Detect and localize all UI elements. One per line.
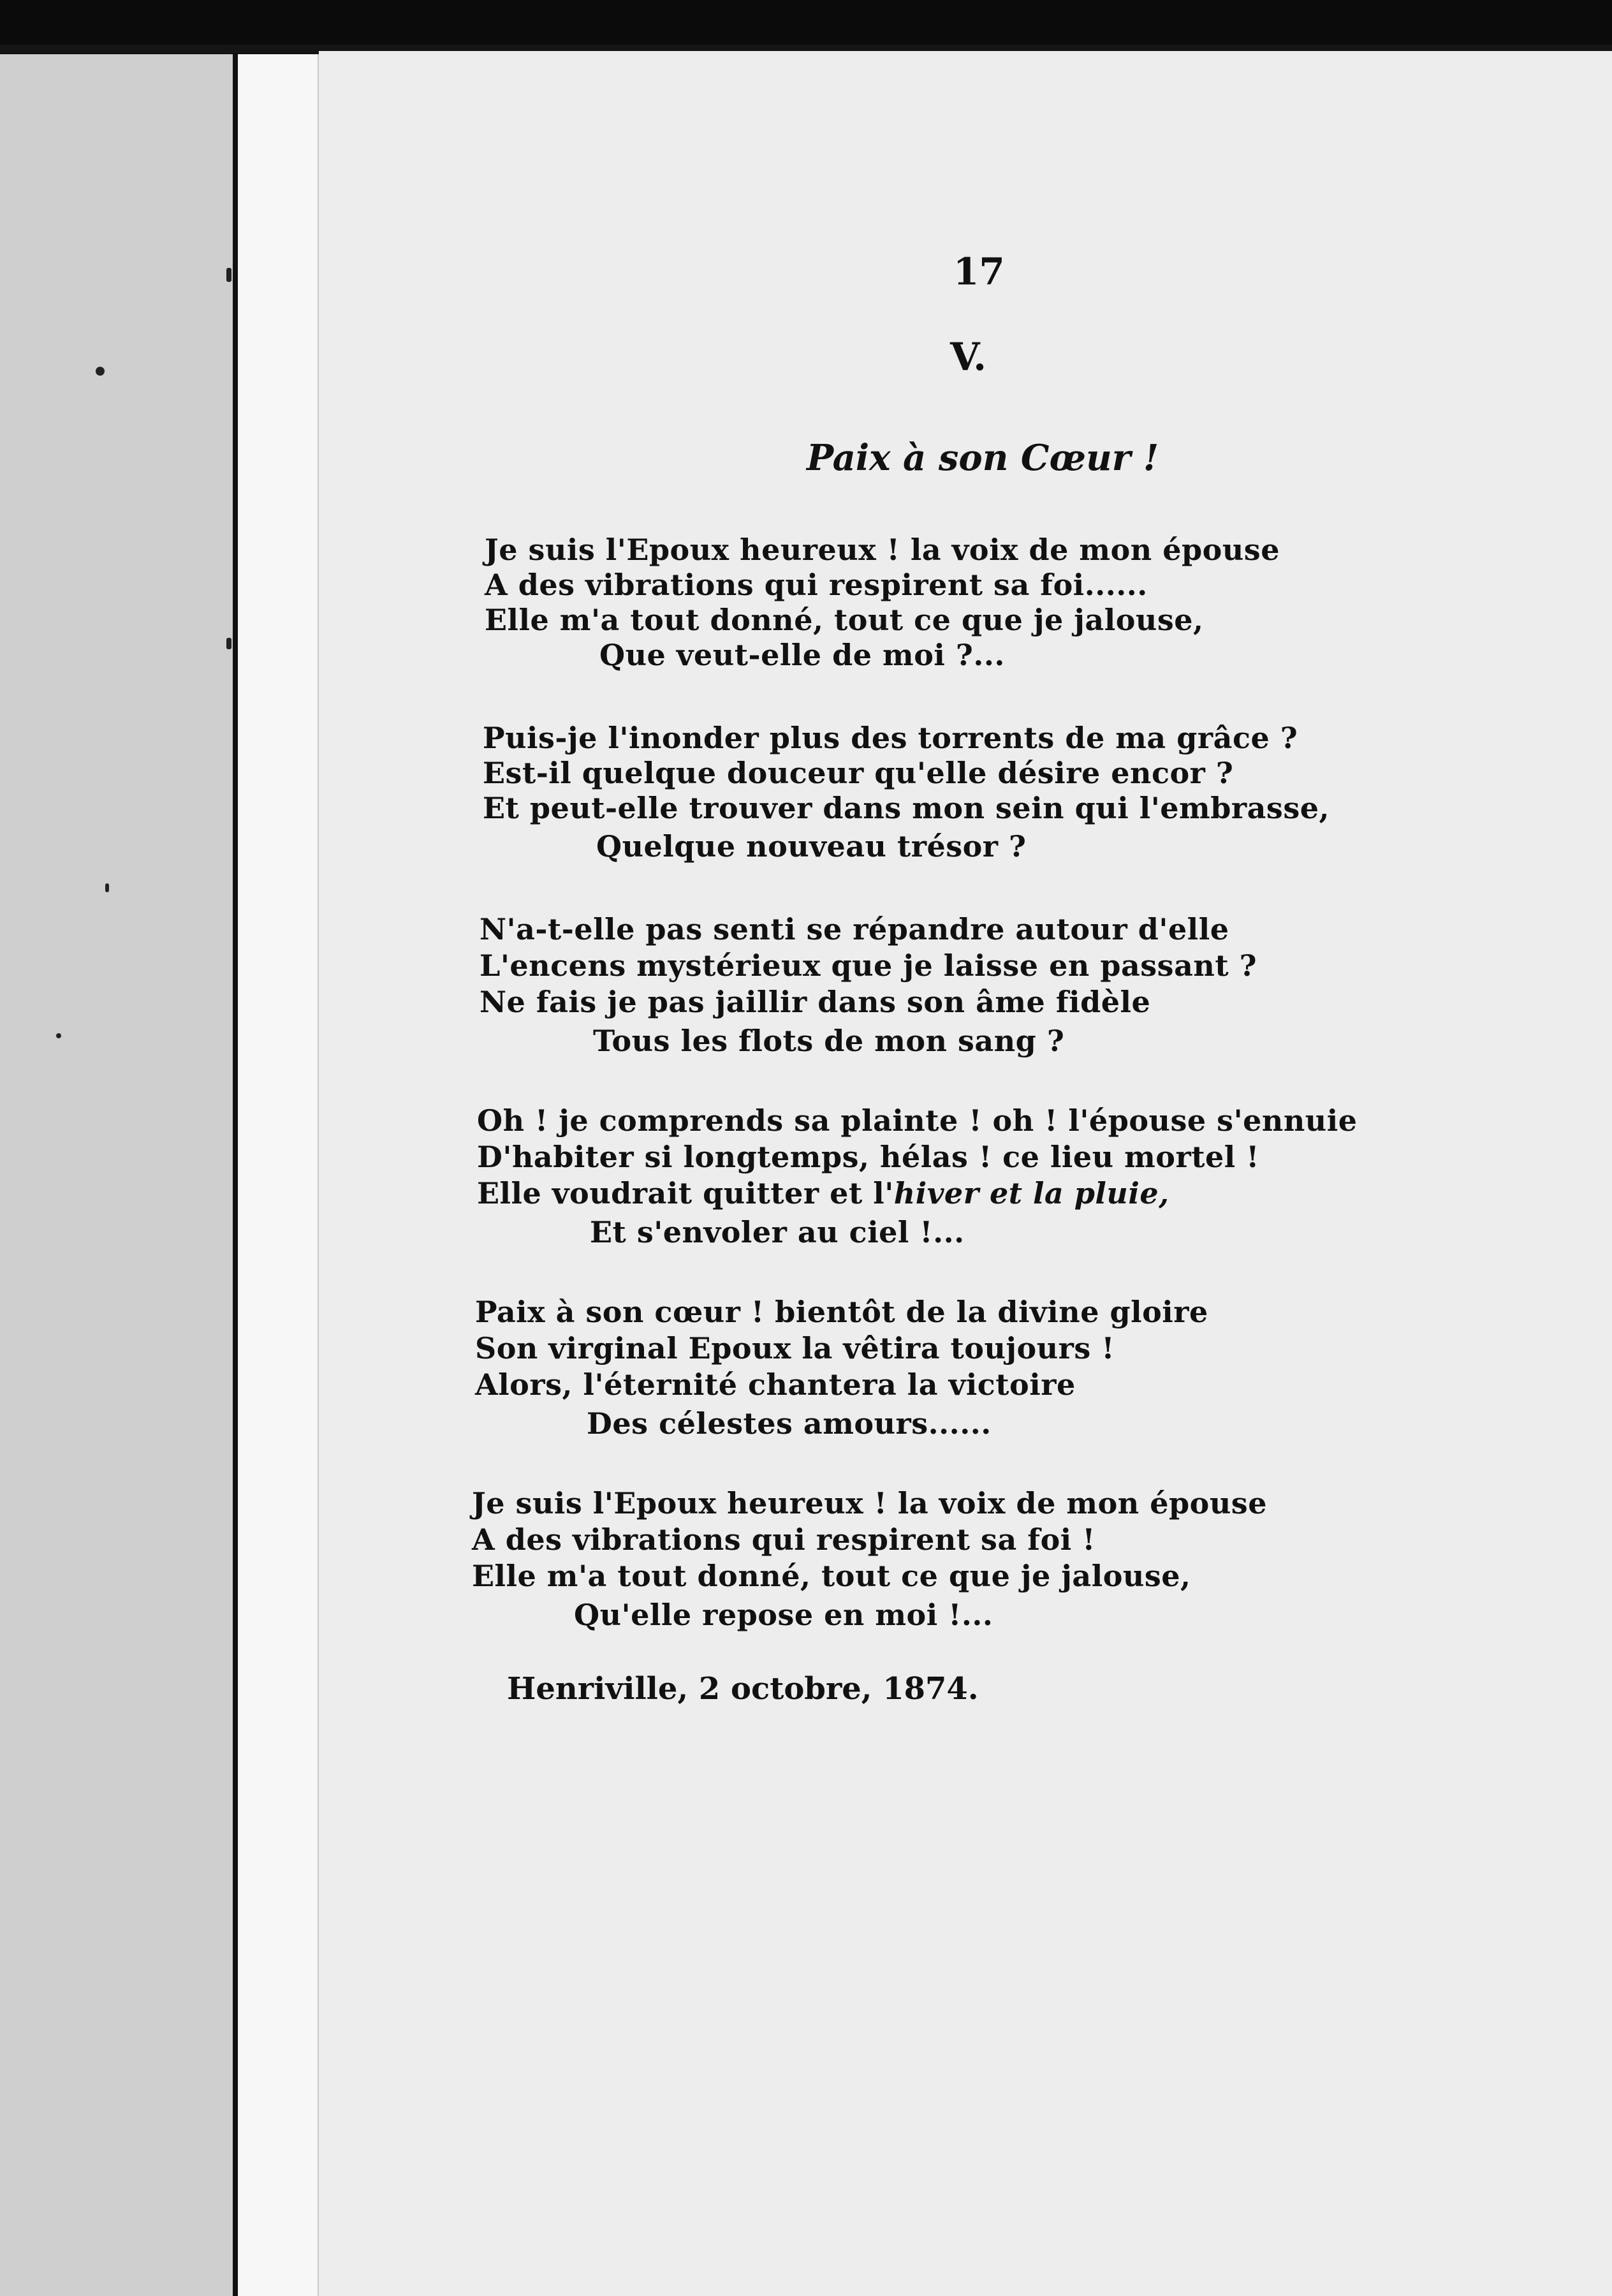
poem-line: Quelque nouveau trésor ? [596, 829, 1027, 864]
binding-gutter [238, 54, 319, 2296]
italic-phrase: hiver et la pluie, [893, 1176, 1169, 1211]
poem-line: Elle m'a tout donné, tout ce que je jalouse, [472, 1559, 1191, 1593]
poem-line: D'habiter si longtemps, hélas ! ce lieu mortel ! [477, 1140, 1259, 1174]
poem-line: Elle m'a tout donné, tout ce que je jalouse, [485, 603, 1204, 637]
scan-speck [56, 1033, 61, 1038]
poem-line: Je suis l'Epoux heureux ! la voix de mon épouse [472, 1486, 1267, 1520]
scan-speck [96, 367, 105, 376]
poem-line: Tous les flots de mon sang ? [593, 1024, 1065, 1058]
poem-line: Que veut-elle de moi ?... [599, 638, 1005, 672]
poem-line: Oh ! je comprends sa plainte ! oh ! l'épouse s'ennuie [477, 1103, 1358, 1138]
poem-line: Paix à son cœur ! bientôt de la divine gloire [475, 1295, 1208, 1329]
poem-line: L'encens mystérieux que je laisse en passant ? [480, 948, 1257, 983]
page-number: 17 [953, 250, 1005, 293]
facing-page-fragment [0, 54, 238, 2296]
poem-line: Et s'envoler au ciel !... [590, 1215, 965, 1249]
poem-line: Et peut-elle trouver dans mon sein qui l'embrasse, [483, 791, 1330, 825]
place-date-signature: Henriville, 2 octobre, 1874. [507, 1671, 979, 1707]
poem-line: N'a-t-elle pas senti se répandre autour d'elle [480, 912, 1229, 946]
poem-line: Son virginal Epoux la vêtira toujours ! [475, 1331, 1115, 1365]
scan-speck [105, 883, 109, 892]
poem-line: A des vibrations qui respirent sa foi...... [485, 568, 1148, 602]
poem-line: Ne fais je pas jaillir dans son âme fidèle [480, 985, 1151, 1019]
poem-line: Est-il quelque douceur qu'elle désire encor ? [483, 756, 1234, 790]
poem-line: Des célestes amours...... [587, 1406, 992, 1441]
poem-line: Qu'elle repose en moi !... [574, 1598, 993, 1632]
scan-speck [226, 638, 231, 649]
poem-line: Puis-je l'inonder plus des torrents de ma grâce ? [483, 721, 1298, 755]
section-number: V. [950, 335, 986, 379]
poem-title: Paix à son Cœur ! [807, 437, 1159, 479]
scan-speck [226, 268, 231, 282]
poem-line-start: Elle voudrait quitter et l' [477, 1176, 894, 1211]
poem-line: A des vibrations qui respirent sa foi ! [472, 1522, 1095, 1557]
poem-line [477, 1176, 1169, 1211]
poem-line: Alors, l'éternité chantera la victoire [475, 1367, 1076, 1402]
poem-line: Je suis l'Epoux heureux ! la voix de mon épouse [485, 533, 1280, 567]
